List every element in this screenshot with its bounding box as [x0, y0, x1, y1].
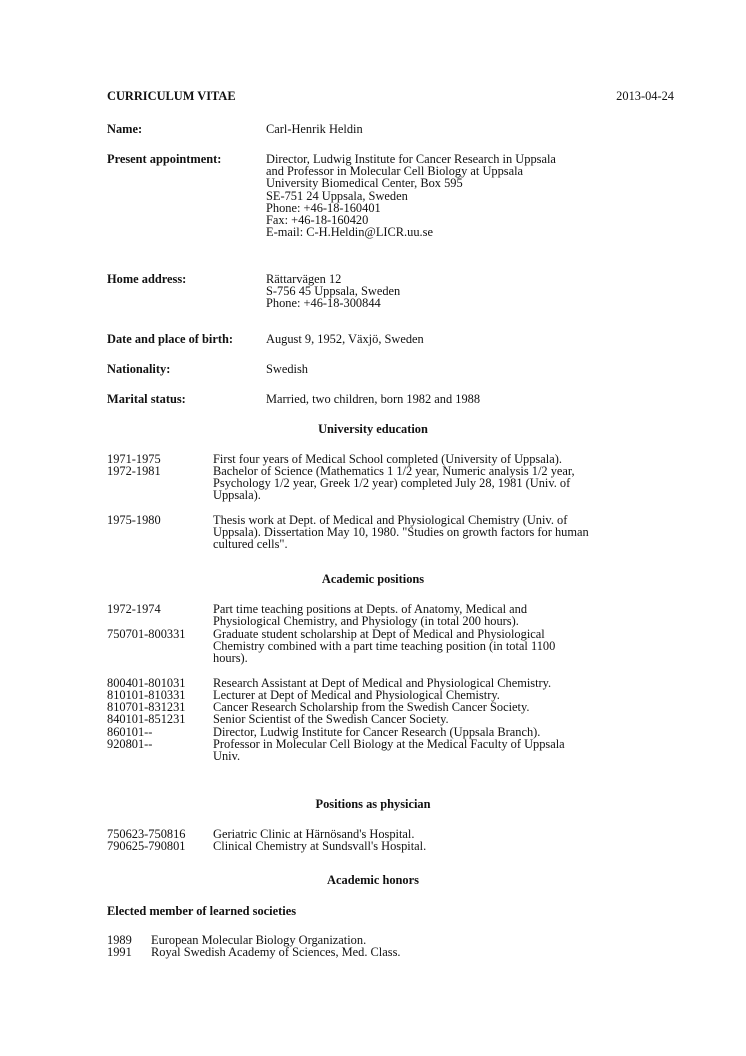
nationality-label: Nationality:: [107, 362, 171, 376]
position-years: 810101-810331: [107, 688, 186, 702]
education-line: Thesis work at Dept. of Medical and Physiological Chemistry (Univ. of: [213, 513, 568, 527]
education-line: cultured cells".: [213, 537, 288, 552]
home-address-value: [266, 273, 400, 310]
position-years: 860101--: [107, 725, 153, 739]
physician-line: Geriatric Clinic at Härnösand's Hospital.: [213, 827, 415, 841]
position-years: 1972-1974: [107, 602, 161, 616]
education-line: Uppsala).: [213, 488, 261, 503]
physician-line: Clinical Chemistry at Sundsvall's Hospital.: [213, 839, 427, 853]
marital-status-value: Married, two children, born 1982 and 1988: [266, 392, 481, 406]
education-line: Bachelor of Science (Mathematics 1 1/2 year, Numeric analysis 1/2 year,: [213, 464, 575, 478]
position-line: Chemistry combined with a part time teaching position (in total 1100: [213, 639, 556, 654]
document-title: CURRICULUM VITAE: [107, 89, 236, 103]
appointment-label: Present appointment:: [107, 152, 222, 166]
position-line: Physiological Chemistry, and Physiology (in total 200 hours).: [213, 614, 519, 629]
position-text: [213, 738, 683, 762]
position-text: [213, 713, 683, 725]
honors-subheading: Elected member of learned societies: [107, 904, 297, 918]
appointment-value: [266, 153, 556, 238]
home-address-line: Rättarvägen 12: [266, 272, 342, 286]
position-line: Director, Ludwig Institute for Cancer Research (Uppsala Branch).: [213, 725, 541, 739]
position-line: Graduate student scholarship at Dept of Medical and Physiological: [213, 627, 545, 641]
document-date: 2013-04-24: [616, 89, 674, 103]
appointment-line: Fax: +46-18-160420: [266, 213, 369, 228]
education-heading: University education: [318, 422, 428, 436]
position-years: 810701-831231: [107, 700, 186, 714]
name-label: Name:: [107, 122, 143, 136]
name-value: Carl-Henrik Heldin: [266, 122, 363, 136]
home-address-label: Home address:: [107, 272, 187, 286]
honor-text: Royal Swedish Academy of Sciences, Med. Class.: [151, 945, 401, 959]
position-years: 800401-801031: [107, 676, 186, 690]
position-line: Professor in Molecular Cell Biology at the Medical Faculty of Uppsala: [213, 737, 565, 751]
appointment-line: SE-751 24 Uppsala, Sweden: [266, 188, 408, 203]
physician-text: [213, 840, 683, 852]
appointment-line: University Biomedical Center, Box 595: [266, 176, 463, 191]
appointment-email: E-mail: C-H.Heldin@LICR.uu.se: [266, 225, 433, 240]
position-years: 920801--: [107, 737, 153, 751]
education-years: 1971-1975: [107, 452, 161, 466]
honor-text: European Molecular Biology Organization.: [151, 933, 367, 947]
position-text: [213, 628, 683, 665]
physician-years: 750623-750816: [107, 827, 186, 841]
education-text: [213, 514, 683, 551]
physician-years: 790625-790801: [107, 839, 186, 853]
appointment-line: and Professor in Molecular Cell Biology at Uppsala: [266, 164, 524, 179]
appointment-line: Phone: +46-18-160401: [266, 200, 381, 215]
home-address-line: S-756 45 Uppsala, Sweden: [266, 284, 401, 299]
position-line: Univ.: [213, 749, 241, 764]
physician-heading: Positions as physician: [315, 797, 431, 811]
position-years: 750701-800331: [107, 627, 186, 641]
honor-year: 1991: [107, 945, 132, 959]
marital-status-label: Marital status:: [107, 392, 186, 406]
birth-value: August 9, 1952, Växjö, Sweden: [266, 332, 424, 346]
birth-label: Date and place of birth:: [107, 332, 233, 346]
honors-heading: Academic honors: [327, 873, 419, 887]
position-line: Part time teaching positions at Depts. of Anatomy, Medical and: [213, 602, 528, 616]
education-line: First four years of Medical School completed (University of Uppsala).: [213, 452, 562, 466]
education-text: [213, 465, 683, 502]
position-years: 840101-851231: [107, 712, 186, 726]
honor-year: 1989: [107, 933, 132, 947]
position-line: Cancer Research Scholarship from the Swedish Cancer Society.: [213, 700, 530, 714]
education-years: 1972-1981: [107, 464, 161, 478]
education-line: Psychology 1/2 year, Greek 1/2 year) completed July 28, 1981 (Univ. of: [213, 476, 571, 491]
position-line: hours).: [213, 651, 248, 666]
position-text: [213, 603, 683, 627]
education-years: 1975-1980: [107, 513, 161, 527]
home-address-line: Phone: +46-18-300844: [266, 296, 381, 311]
position-line: Lecturer at Dept of Medical and Physiological Chemistry.: [213, 688, 500, 702]
positions-heading: Academic positions: [321, 572, 425, 586]
appointment-line: Director, Ludwig Institute for Cancer Research in Uppsala: [266, 152, 556, 166]
education-line: Uppsala). Dissertation May 10, 1980. "Studies on growth factors for human: [213, 525, 589, 540]
position-line: Research Assistant at Dept of Medical and Physiological Chemistry.: [213, 676, 552, 690]
position-line: Senior Scientist of the Swedish Cancer Society.: [213, 712, 449, 726]
nationality-value: Swedish: [266, 362, 308, 376]
